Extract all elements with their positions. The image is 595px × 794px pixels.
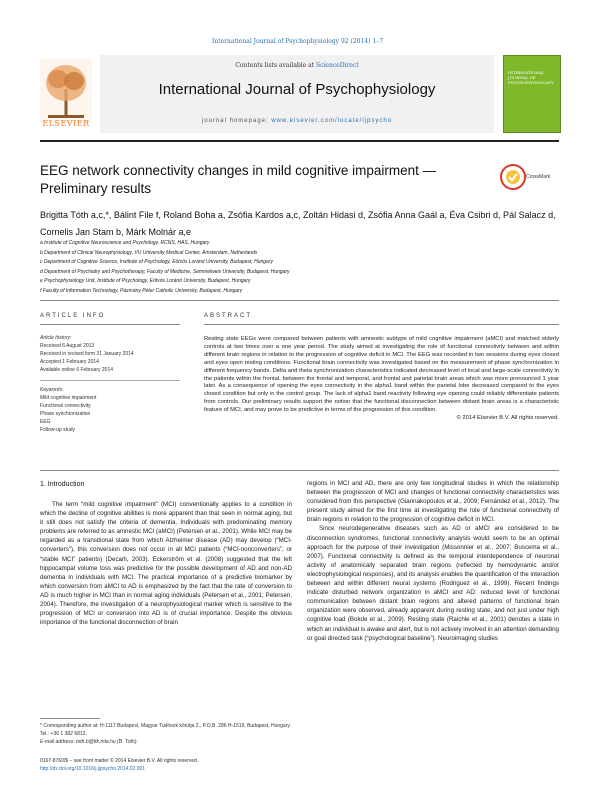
keywords-title: Keywords: <box>40 387 64 393</box>
cover-title: INTERNATIONAL JOURNAL OF PSYCHOPHYSIOLOGY <box>508 70 554 85</box>
affiliation-item: d Department of Psychiatry and Psychotherapy, Faculty of Medicine, Semmelweis University, Budapest, Hungary <box>40 268 290 275</box>
elsevier-tree-logo <box>40 55 92 127</box>
abstract-bottom-divider <box>40 470 559 471</box>
abstract-label: ABSTRACT <box>204 313 253 319</box>
affiliations <box>40 239 559 296</box>
info-rule <box>40 324 180 325</box>
footnote-rule <box>40 718 100 719</box>
footnote-email[interactable]: E-mail address: toth.b@ttk.mta.hu (B. Tóth). <box>40 739 138 745</box>
contents-line <box>100 62 494 69</box>
history-item: Available online 6 February 2014 <box>40 367 114 373</box>
info-separator <box>40 380 180 381</box>
issn-block <box>40 757 340 773</box>
journal-title: International Journal of Psychophysiology <box>158 81 436 98</box>
history-item: Accepted 1 February 2014 <box>40 359 99 365</box>
affiliation-item: e Psychophysiology Unit, Institute of Psychology, Eötvös Loránd University, Budapest, Hungary <box>40 278 251 284</box>
article-info-label: ARTICLE INFO <box>40 313 106 319</box>
paragraph: regions in MCI and AD, there are only few longitudinal studies in which the relationship between the progression of MCI and changes of functional connectivity characteristics was considered from this perspective (Giannakopoulos et al., 2009; Fernández et al., 2012). The present study aimed for the first time at investigating the role of functional connectivity of brain regions in relation to the progression of cognitive deficit in MCI. <box>307 480 559 524</box>
homepage-link[interactable]: www.elsevier.com/locate/ijpsycho <box>271 118 393 124</box>
abstract-copyright: © 2014 Elsevier B.V. All rights reserved. <box>456 415 559 422</box>
keyword-item: Follow-up study <box>40 427 76 433</box>
journal-homepage <box>100 118 494 124</box>
abstract-text: Resting state EEGs were compared between patients with amnestic subtype of mild cognitive impairment (aMCI) and matched elderly controls at two times over a one year period. The study aimed at investigating the role of functional connectivity between and within different brain regions in relation to the progression of cognitive deficit in MCI. The EEG was recorded in two sessions during eyes closed and eyes open resting conditions. Functional brain connectivity was investigated based on the measurement of phase synchronization in different frequency bands. Delta and theta synchronization characteristics indicated decreased level of local and large-scale connectivity in the patients within the frontal, between the frontal and temporal, and frontal and parietal brain areas which was more pronounced 1 year later. As a consequence of opening the eyes connectivity in the alpha1 band within the parietal lobe decreased compared to the eyes closed condition but only in the control group. The lack of alpha1 band reactivity following eye opening could reliably differentiate patients from controls. Our preliminary results support the notion that the functional disconnection between distant brain areas is a characteristic feature of MCI, and may prove to be predictive in terms of the progression of this condition. <box>204 336 559 414</box>
affiliation-item: f Faculty of Information Technology, Pázmány Péter Catholic University, Budapest, Hungary <box>40 287 243 294</box>
history-title: Article history: <box>40 335 72 341</box>
section-heading-introduction: 1. Introduction <box>40 481 85 488</box>
crossmark-glyph <box>502 166 524 188</box>
left-column <box>40 500 292 627</box>
paragraph: The term “mild cognitive impairment” (MCI) conventionally applies to a condition in which the decline of cognitive abilities is more apparent than that seen in normal aging, but it still does not satisfy the criteria of dementia. Individuals with predominating memory problems are referred to as amnestic MCI (aMCI) (Petersen et al., 2001). While MCI may be regarded as a transitional state from which Alzheimer disease (AD) may develop (“MCI-converters”), this conversion does not occur in all MCI patients (“MCI-nonconverters”, or “stable MCI” patients) (Decarli, 2003). Eckerström et al. (2008) suggested that the left hippocampal volume loss was predictive for the possible development of AD and non-AD dementia in individuals with MCI. The practical importance of a predictive biomarker by which conversion from aMCI to AD is emphasized by the fact that the rate of conversion to AD is much higher in MCI than in normal aging individuals (Petersen et al., 2001; Petersen, 2004). Therefore, the investigation of a neurophysiological marker which is sensitive to the progression of MCI or conversion into AD is of crucial importance. Despite the obvious importance of the functional disconnection of brain <box>40 501 292 627</box>
affiliation-divider <box>40 300 559 301</box>
keyword-item: EEG <box>40 419 51 425</box>
article-info <box>40 334 180 434</box>
sciencedirect-link[interactable]: ScienceDirect <box>316 62 359 69</box>
history-item: Received in revised form 31 January 2014 <box>40 351 134 357</box>
elsevier-wordmark: ELSEVIER <box>42 119 90 128</box>
author-list: Brigitta Tóth a,c,*, Bálint File f, Roland Boha a, Zsófia Kardos a,c, Zoltán Hidasi d, Zsófia Anna Gaál a, Éva Csibri d, Pál Salacz d, Cornelis Jan Stam b, Márk Molnár a,e <box>40 210 556 237</box>
abstract-body <box>204 336 559 423</box>
crossmark-icon[interactable] <box>500 164 526 190</box>
affiliation-item: c Department of Cognitive Science, Institute of Psychology, Eötvös Loránd University, Budapest, Hungary <box>40 259 273 265</box>
article-title: EEG network connectivity changes in mild cognitive impairment — Preliminary results <box>40 163 437 196</box>
citation-line[interactable]: International Journal of Psychophysiology 92 (2014) 1–7 <box>211 38 384 45</box>
journal-cover-thumbnail <box>503 55 561 133</box>
paragraph: Since neurodegenerative diseases such as AD or aMCI are considered to be disconnection syndromes, functional connectivity analysis would seem to be an optimal approach for the purpose of their investigation (Missonnier et al., 2007; Buscema et al., 2007). Functional connectivity is defined as the temporal interdependence of neuronal activity of anatomically separated brain regions (reflected by hemodynamic and/or electrophysiological responses), and its analysis enables the quantification of the interaction between and within different neural systems (Rodriguez et al., 1999). Recent findings indicate disturbed network organization in aMCI and AD: reduced level of functional communication between distant brain regions and altered patterns of functional brain organization were observed, already apparent during resting state, and not just under high cognitive load (Bokde et al., 2009). Resting state (Raichle et al., 2001) denotes a state in which an individual is awake and alert, but is not actively involved in an attention demanding or goal directed task (“psychological baseline”). Neuroimaging studies <box>307 525 559 642</box>
right-column <box>307 479 559 643</box>
crossmark-label[interactable]: CrossMark <box>526 174 551 180</box>
keyword-item: Phase synchronization <box>40 411 91 417</box>
affiliation-item: a Institute of Cognitive Neuroscience and Psychology, RCNS, HAS, Hungary <box>40 240 210 246</box>
doi-link[interactable]: http://dx.doi.org/10.1016/j.ijpsycho.2014.02.001 <box>40 766 146 772</box>
contents-prefix: Contents lists available at <box>235 62 317 69</box>
history-item: Received 6 August 2013 <box>40 343 95 349</box>
abstract-rule <box>204 324 559 325</box>
footnote-corresponding: * Corresponding author at: H-1117 Budapest, Magyar Tudósok körútja 2., P.O.B. 286 H-1519, Budapest, Hungary. Tel.: +36 1 382 6812. <box>40 723 291 737</box>
footnotes <box>40 722 292 746</box>
homepage-label: journal homepage: <box>201 118 272 124</box>
keyword-item: Functional connectivity <box>40 403 91 409</box>
issn-line: 0167-8760/$ – see front matter © 2014 Elsevier B.V. All rights reserved. <box>40 758 199 764</box>
header-divider <box>40 140 559 142</box>
keyword-item: Mild cognitive impairment <box>40 395 97 401</box>
affiliation-item: b Department of Clinical Neurophysiology, VU University Medical Center, Amsterdam, Netherlands <box>40 249 258 256</box>
